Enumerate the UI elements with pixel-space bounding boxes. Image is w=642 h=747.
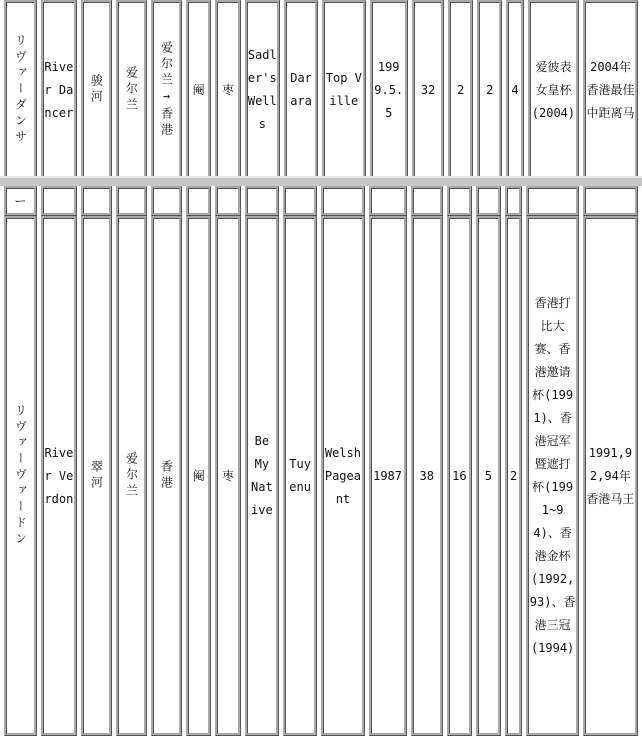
damsire: Welsh Pageant [324, 445, 361, 506]
empty-cell [447, 186, 472, 216]
horse-table-bottom [0, 186, 642, 736]
thirds-cell [505, 216, 523, 736]
big-races: 香港打比大赛、香港邀请杯(1991)、香港冠军暨遮打杯(1991~94)、香港金杯(1992,93)、香港三冠(1994) [529, 296, 576, 655]
origin-cell [116, 216, 147, 736]
hk-name-cell [81, 216, 112, 736]
big-races-cell [528, 0, 579, 180]
location-cell [151, 0, 182, 180]
honours: 1991,92,94年香港马王 [586, 445, 635, 506]
location: 香港 [159, 460, 174, 492]
hk-name-cell [81, 0, 112, 180]
wins: 2 [457, 82, 465, 97]
birth-cell [369, 216, 407, 736]
empty-cell [186, 186, 211, 216]
thirds: 4 [511, 82, 519, 97]
birth-cell [370, 0, 408, 180]
katakana-cell [4, 216, 37, 736]
katakana-cell [4, 0, 37, 180]
coat-color: 枣 [221, 82, 234, 97]
origin-cell [116, 0, 147, 180]
big-races-cell [526, 216, 578, 736]
birth-date: 1987 [373, 468, 403, 483]
location: 爱尔兰→香港 [159, 41, 174, 139]
dam: Darara [290, 71, 312, 108]
origin: 爱尔兰 [124, 66, 139, 114]
honours-cell [583, 216, 638, 736]
honours: 2004年香港最佳中距离马 [586, 59, 635, 120]
katakana-name: リヴァーヴァードン [13, 404, 28, 548]
empty-cell [41, 186, 77, 216]
thirds: 2 [510, 468, 518, 483]
table-row [4, 216, 638, 736]
starts-cell [412, 0, 444, 180]
starts: 32 [420, 82, 436, 97]
dam-cell [283, 216, 317, 736]
sex-cell [186, 216, 211, 736]
empty-cell [321, 186, 364, 216]
starts: 38 [419, 468, 434, 483]
empty-cell [81, 186, 112, 216]
horse-table-top [0, 0, 642, 180]
damsire-cell [322, 0, 365, 180]
empty-cell [116, 186, 147, 216]
empty-cell [411, 186, 443, 216]
sex-cell [186, 0, 211, 180]
hk-name: 翠河 [89, 460, 104, 492]
sex: 阉 [192, 82, 205, 97]
coat-color: 枣 [222, 468, 235, 483]
color-cell [215, 216, 240, 736]
empty-cell [526, 186, 578, 216]
damsire: Top Ville [325, 71, 362, 108]
english-name: River Verdon [44, 445, 74, 506]
dam-cell [284, 0, 318, 180]
starts-cell [411, 216, 443, 736]
empty-cell [476, 186, 501, 216]
sex: 阉 [192, 468, 205, 483]
empty-cell [505, 186, 523, 216]
katakana-name: ー [14, 193, 27, 208]
empty-cell [369, 186, 407, 216]
table-row [4, 186, 638, 216]
dam: Tuyenu [289, 457, 311, 494]
color-cell [215, 0, 240, 180]
empty-cell [583, 186, 638, 216]
seconds: 2 [486, 82, 494, 97]
sire-cell [245, 0, 280, 180]
origin: 爱尔兰 [124, 452, 139, 500]
english-name-cell [41, 0, 77, 180]
sire-cell [245, 216, 279, 736]
empty-cell [151, 186, 182, 216]
seconds-cell [476, 216, 501, 736]
english-name: River Dancer [44, 59, 74, 120]
hk-name: 骏河 [89, 74, 104, 106]
wins-cell [448, 0, 473, 180]
thirds-cell [506, 0, 524, 180]
wins-cell [447, 216, 472, 736]
seconds: 5 [484, 468, 492, 483]
big-races: 爱彼表女皇杯(2004) [531, 59, 576, 120]
empty-cell [283, 186, 317, 216]
sire: Be My Native [251, 434, 273, 517]
birth-date: 1999.5.5 [374, 59, 404, 120]
empty-cell [215, 186, 240, 216]
honours-cell [583, 0, 638, 180]
english-name-cell [41, 216, 77, 736]
wins: 16 [452, 468, 467, 483]
empty-cell [245, 186, 279, 216]
katakana-name: リヴァーダンサ [13, 34, 28, 146]
katakana-cell [4, 186, 37, 216]
table-row [4, 0, 638, 180]
damsire-cell [321, 216, 364, 736]
sire: Sadler's Wells [247, 48, 277, 131]
seconds-cell [477, 0, 502, 180]
location-cell [151, 216, 182, 736]
